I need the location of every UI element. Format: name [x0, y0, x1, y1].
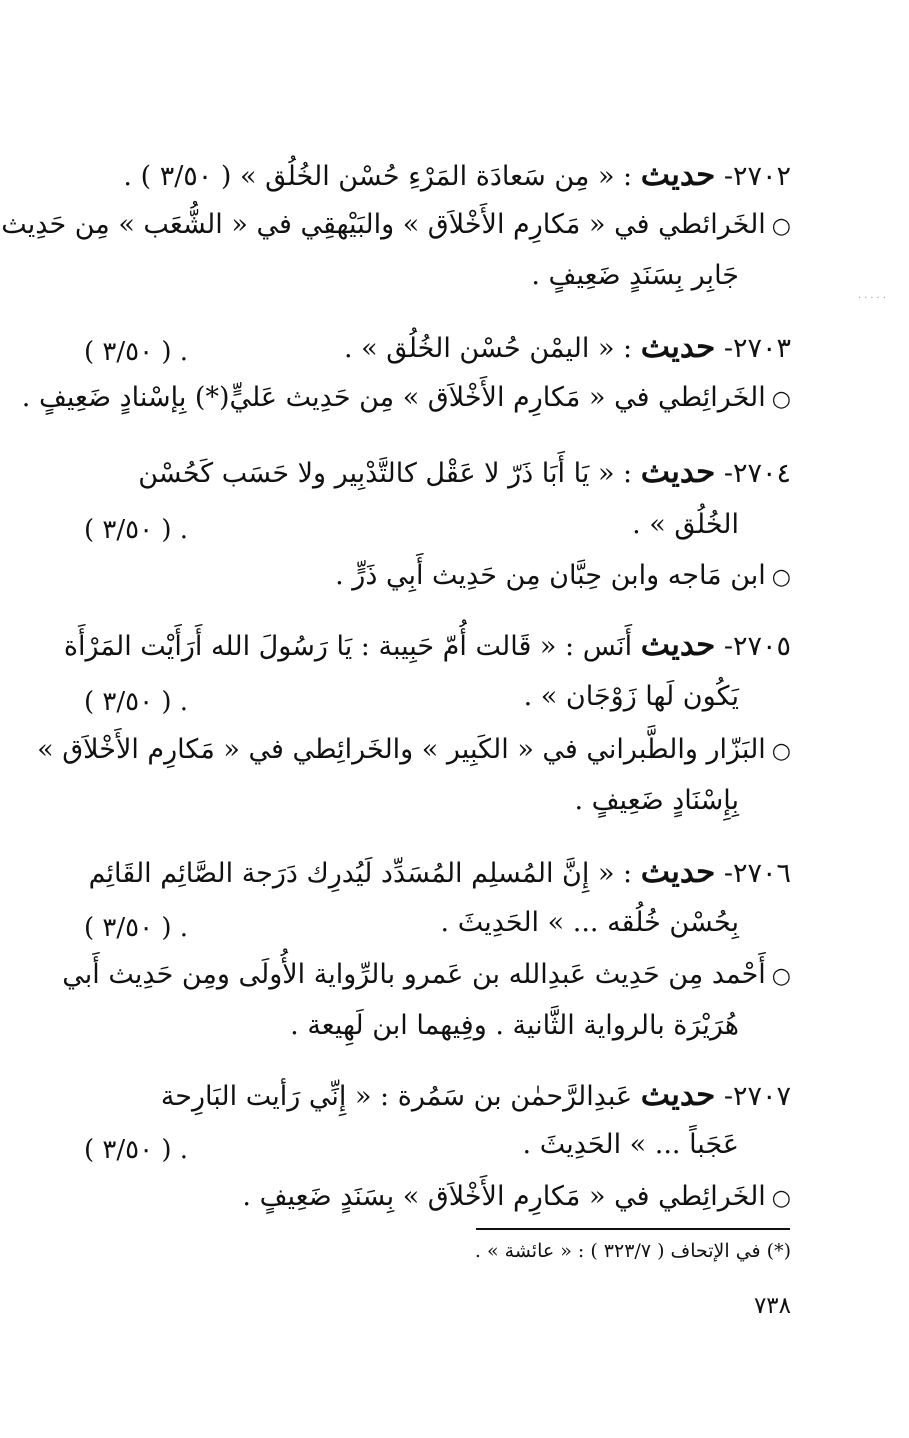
circle-bullet-icon: ○ — [771, 387, 791, 412]
hadith-keyword: حديث — [640, 854, 716, 890]
entry-2705-source-line-1: ○البَزّار والطَّبراني في « الكَبِير » والخَرائِطي في « مَكارِم الأَخْلاَق » — [37, 734, 791, 765]
entry-2706-source-line-1: ○أَحْمد مِن حَدِيث عَبدِالله بن عَمرو بالرِّواية الأُولَى ومِن حَدِيث أَبي — [62, 959, 791, 990]
entry-2703-source-line-1: ○الخَرائِطي في « مَكارِم الأَخْلاَق » مِن حَدِيث عَليٍّ(*) بِإسْنادٍ ضَعِيفٍ . — [21, 382, 791, 413]
entry-2705-heading: ٢٧٠٥- حديث أَنَس : « قَالت أُمّ حَبِيبة : يَا رَسُولَ الله أَرَأَيْت المَرْأَة — [63, 627, 791, 663]
circle-bullet-icon: ○ — [771, 964, 791, 989]
entry-2703-reference: ( ٣/٥٠ ) . — [84, 337, 189, 367]
footnote-divider — [476, 1228, 790, 1230]
entry-2702-heading — [123, 155, 791, 195]
circle-bullet-icon: ○ — [771, 565, 791, 590]
entry-2703-heading: ٢٧٠٣- حديث : « اليمْن حُسْن الخُلُق » . — [343, 329, 791, 365]
entry-2705-source-line-2: بِإِسْنَادٍ ضَعِيفٍ . — [574, 785, 739, 816]
entry-2706-heading: ٢٧٠٦- حديث : « إِنَّ المُسلِم المُسَدِّد لَيُدرِك دَرَجة الصَّائِم القَائِم — [88, 854, 791, 890]
entry-2707-continuation: عَجَباً ... » الحَدِيثَ . — [522, 1129, 739, 1160]
entry-2707-source-line-1: ○الخَرائِطي في « مَكارِم الأَخْلاَق » بِسَنَدٍ ضَعِيفٍ . — [242, 1181, 791, 1212]
entry-2705-continuation: يَكُون لَها زَوْجَان » . — [523, 681, 739, 712]
entry-2704-continuation: الخُلُق » . — [632, 509, 739, 540]
margin-dots: ..... — [858, 290, 889, 301]
entry-2706-reference: ( ٣/٥٠ ) . — [84, 913, 189, 943]
entry-2704-reference: ( ٣/٥٠ ) . — [84, 515, 189, 545]
entry-2702-source-line-2: جَابِر بِسَنَدٍ ضَعِيفٍ . — [531, 260, 739, 291]
circle-bullet-icon: ○ — [771, 739, 791, 764]
hadith-keyword: حديث — [640, 329, 716, 365]
hadith-keyword: حديث — [640, 157, 716, 193]
entry-2707-reference: ( ٣/٥٠ ) . — [84, 1135, 189, 1165]
entry-2706-source-line-2: هُرَيْرَة بالرواية الثَّانية . وفِيهما ابن لَهِيعة . — [290, 1010, 739, 1041]
entry-number: ٢٧٠٢- — [723, 161, 791, 192]
entry-2702-source-line-1: ○الخَرائطي في « مَكارِم الأَخْلاَق » والبَيْهقِي في « الشُّعَب » مِن حَدِيث — [1, 209, 791, 240]
circle-bullet-icon: ○ — [771, 214, 791, 239]
entry-text: : « مِن سَعادَة المَرْءِ حُسْن الخُلُق » ( ٣/٥٠ ) . — [123, 161, 633, 192]
entry-2706-continuation: بِحُسْن خُلُقه ... » الحَدِيثَ . — [440, 907, 739, 938]
hadith-keyword: حديث — [640, 627, 716, 663]
hadith-keyword: حديث — [640, 1077, 716, 1113]
entry-2707-heading: ٢٧٠٧- حديث عَبدِالرَّحمٰن بن سَمُرة : « إِنِّي رَأيت البَارِحة — [160, 1077, 791, 1113]
hadith-keyword: حديث — [640, 454, 716, 490]
entry-2705-reference: ( ٣/٥٠ ) . — [84, 687, 189, 717]
page-number: ٧٣٨ — [753, 1293, 791, 1319]
footnote: (*) في الإتحاف ( ٣٢٣/٧ ) : « عائشة » . — [474, 1240, 791, 1262]
entry-2704-heading: ٢٧٠٤- حديث : « يَا أَبَا ذَرّ لا عَقْل كالتَّدْبِير ولا حَسَب كَحُسْن — [138, 454, 791, 490]
entry-2704-source-line-1: ○ابن مَاجه وابن حِبَّان مِن حَدِيث أَبِي ذَرٍّ . — [335, 560, 791, 591]
circle-bullet-icon: ○ — [771, 1186, 791, 1211]
